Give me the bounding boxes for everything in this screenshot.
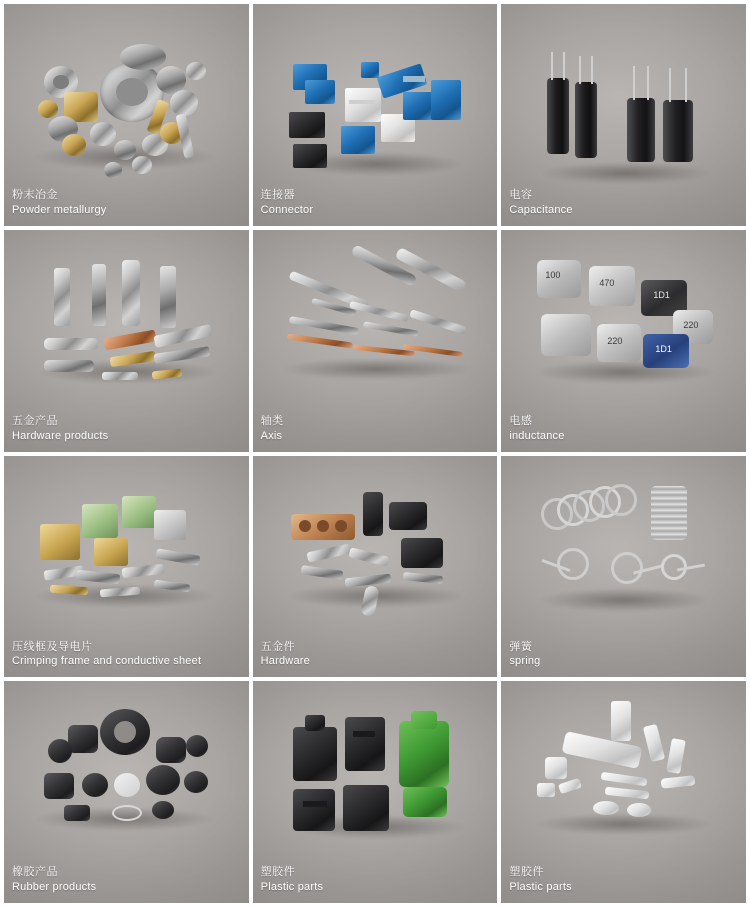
axis-image	[253, 230, 498, 452]
caption-cn: 塑胶件	[260, 866, 296, 879]
caption-hardware-products	[12, 414, 108, 444]
gallery-cell-inductance[interactable]	[501, 230, 746, 452]
caption-hardware	[261, 640, 310, 670]
caption-rubber-products	[12, 865, 96, 895]
caption-cn: 连接器	[260, 189, 296, 202]
caption-cn: 粉末冶金	[12, 189, 58, 202]
inductor-label: 470	[599, 277, 615, 288]
inductor-label: 1D1	[655, 343, 672, 354]
gallery-cell-crimping-frame[interactable]	[4, 456, 249, 678]
caption-crimping-frame	[12, 640, 201, 670]
caption-inductance	[509, 414, 564, 444]
gallery-cell-hardware[interactable]	[253, 456, 498, 678]
caption-cn: 橡胶产品	[12, 866, 58, 879]
caption-powder-metallurgy	[12, 188, 107, 218]
inductor-label: 1D1	[653, 289, 670, 300]
caption-axis	[261, 414, 284, 444]
gallery-cell-spring[interactable]	[501, 456, 746, 678]
caption-cn: 五金产品	[12, 414, 58, 427]
inductor-label: 100	[545, 269, 561, 280]
caption-en: Crimping frame and conductive sheet	[12, 655, 202, 668]
caption-en: Capacitance	[509, 203, 573, 216]
caption-en: inductance	[509, 429, 565, 442]
caption-en: Hardware	[260, 655, 310, 668]
caption-cn: 轴类	[260, 414, 284, 427]
caption-spring	[509, 640, 540, 670]
gallery-cell-axis[interactable]	[253, 230, 498, 452]
caption-en: Rubber products	[12, 881, 97, 894]
caption-cn: 弹簧	[509, 640, 533, 653]
gallery-cell-hardware-products[interactable]	[4, 230, 249, 452]
gallery-cell-plastic-parts-1[interactable]	[253, 681, 498, 903]
caption-en: Axis	[260, 429, 283, 442]
gallery-cell-capacitance[interactable]	[501, 4, 746, 226]
caption-cn: 五金件	[260, 640, 296, 653]
caption-cn: 电容	[509, 189, 533, 202]
caption-en: Connector	[260, 203, 314, 216]
caption-en: Plastic parts	[509, 881, 572, 894]
caption-cn: 压线框及导电片	[12, 640, 93, 653]
inductor-label: 220	[683, 319, 699, 330]
caption-connector	[261, 188, 314, 218]
gallery-cell-plastic-parts-2[interactable]	[501, 681, 746, 903]
caption-en: Hardware products	[12, 429, 109, 442]
caption-cn: 电感	[509, 414, 533, 427]
caption-capacitance	[509, 188, 572, 218]
inductor-label: 220	[607, 335, 623, 346]
caption-plastic-parts-1	[261, 865, 324, 895]
gallery-cell-connector[interactable]	[253, 4, 498, 226]
gallery-cell-powder-metallurgy[interactable]	[4, 4, 249, 226]
caption-en: spring	[509, 655, 541, 668]
caption-cn: 塑胶件	[509, 866, 544, 879]
gallery-cell-rubber-products[interactable]	[4, 681, 249, 903]
caption-en: Plastic parts	[260, 881, 324, 894]
caption-en: Powder metallurgy	[12, 203, 107, 216]
caption-plastic-parts-2	[509, 865, 572, 895]
